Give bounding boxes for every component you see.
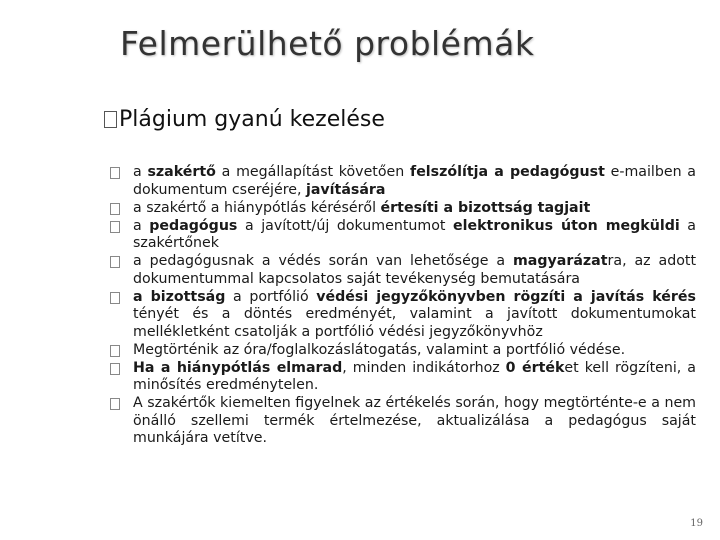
bullet-list: [108, 164, 696, 448]
bullet-text: e-mailben a dokumentum cseréjére,: [133, 164, 696, 198]
bullet-text: a pedagógusnak a védés során van lehetősége a: [133, 253, 514, 269]
bullet-text-bold: magyarázat: [513, 253, 608, 269]
bullet-item: [108, 218, 696, 253]
bullet-box-icon: [110, 345, 120, 357]
bullet-box-icon: [110, 363, 120, 375]
bullet-text: a szakértő a hiánypótlás kéréséről: [133, 199, 381, 216]
bullet-text: Megtörténik az óra/foglalkozáslátogatás, valamint a portfólió védése.: [133, 341, 626, 358]
bullet-item: [108, 200, 696, 218]
bullet-item: [108, 395, 696, 448]
bullet-text: a megállapítást követően: [215, 164, 411, 180]
bullet-item: [108, 342, 696, 360]
bullet-text-bold: védési jegyzőkönyvben rögzíti a javítás kérés: [316, 288, 696, 305]
section-heading-text: Plágium gyanú kezelése: [119, 107, 385, 132]
bullet-text: ra, az adott dokumentummal kapcsolatos saját tevékenység bemutatására: [133, 253, 697, 287]
bullet-text: A szakértők kiemelten figyelnek az értékelés során, hogy megtörténte-e a nem önálló szellemi termék értelmezése, aktualizálása a pedagógus saját munkájára vetítve.: [133, 395, 696, 446]
bullet-text: a szakértőnek: [133, 217, 696, 251]
bullet-text: tényét és a döntés eredményét, valamint a javított dokumentumokat mellékletként csatolják a portfólió védési jegyzőkönyvhöz: [133, 306, 696, 340]
bullet-item: [108, 360, 696, 395]
bullet-text: a portfólió: [225, 288, 317, 305]
bullet-item: [108, 253, 696, 288]
bullet-box-icon: [110, 256, 120, 268]
bullet-text-bold: elektronikus úton megküldi: [453, 217, 680, 234]
bullet-box-icon: [110, 398, 120, 410]
bullet-text-bold: szakértő: [147, 164, 216, 180]
bullet-text: , minden indikátorhoz: [342, 359, 506, 376]
bullet-box-icon: [110, 292, 120, 304]
bullet-text: a javított/új dokumentumot: [237, 217, 454, 234]
bullet-text-bold: 0 érték: [505, 359, 565, 376]
bullet-box-icon: [104, 111, 117, 128]
bullet-box-icon: [110, 221, 120, 233]
bullet-item: [108, 164, 696, 199]
bullet-text: et kell rögzíteni, a minősítés eredménytelen.: [133, 359, 696, 393]
bullet-text-bold: pedagógus: [149, 217, 238, 234]
bullet-text-bold: értesíti a bizottság tagjait: [380, 199, 591, 216]
slide-title: Felmerülhető problémák: [120, 24, 535, 63]
bullet-text-bold: a bizottság: [133, 288, 226, 305]
bullet-box-icon: [110, 167, 120, 179]
bullet-text-bold: javítására: [306, 181, 386, 198]
section-heading: [104, 107, 385, 132]
bullet-item: [108, 289, 696, 342]
bullet-box-icon: [110, 203, 120, 215]
bullet-text-bold: felszólítja a pedagógust: [410, 164, 605, 180]
bullet-text: a: [133, 164, 148, 180]
bullet-text-bold: Ha a hiánypótlás elmarad: [133, 359, 343, 376]
bullet-text: a: [133, 217, 150, 234]
page-number: 19: [690, 518, 703, 529]
